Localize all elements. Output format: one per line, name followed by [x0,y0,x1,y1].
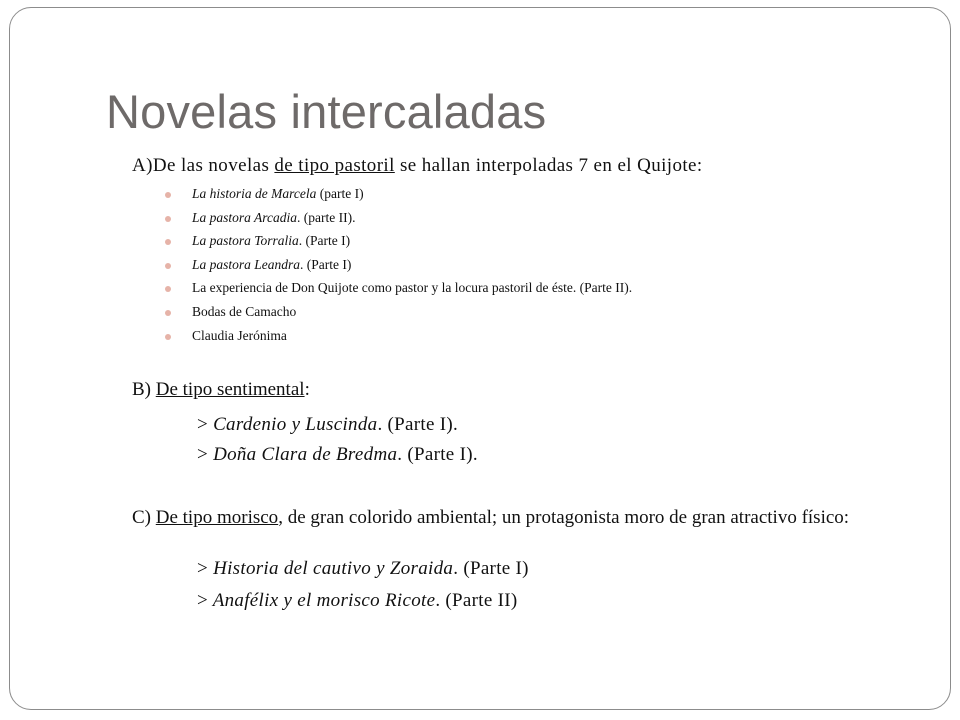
list-item [165,324,632,348]
section-b-suffix: : [304,379,310,400]
pastoral-novels-list [165,182,632,347]
section-b-prefix: B) [132,379,156,400]
bullet-icon [165,286,171,292]
list-item [165,182,632,206]
item-detail: . (Parte II) [435,590,518,611]
arrow-icon: > [197,414,209,435]
item-title: Historia del cautivo y Zoraida [208,558,454,579]
slide-title: Novelas intercaladas [106,85,547,138]
item-detail: . (Parte I) [300,256,352,272]
section-b-item [197,414,458,436]
section-b-item [197,444,478,466]
list-item [165,276,632,300]
section-b-underlined: De tipo sentimental [155,379,305,400]
item-detail: Claudia Jerónima [192,327,287,343]
list-item [165,206,632,230]
bullet-icon [165,334,171,340]
item-detail: . (Parte I). [397,444,478,465]
bullet-icon [165,239,171,245]
bullet-icon [165,310,171,316]
item-title: La pastora Torralia [192,233,299,249]
section-a-heading [132,155,703,177]
section-c-item [197,590,518,612]
section-c-heading [132,506,852,530]
bullet-icon [165,216,171,222]
list-item [165,253,632,277]
section-c-suffix: , de gran colorido ambiental; un protagonista moro de gran atractivo físico: [278,507,850,528]
section-a-suffix: se hallan interpoladas 7 en el Quijote: [394,155,703,176]
item-title: La pastora Arcadia [192,209,298,225]
section-c-prefix: C) [132,507,156,528]
arrow-icon: > [197,444,209,465]
section-a-underlined: de tipo pastoril [274,155,395,176]
item-detail: (parte I) [316,186,364,201]
section-b-heading [132,379,310,401]
arrow-icon: > [197,558,209,579]
bullet-icon [165,263,171,269]
list-item [165,300,632,324]
item-title: La historia de Marcela [192,186,317,201]
bullet-icon [165,192,171,198]
item-title: La pastora Leandra [192,256,301,272]
item-detail: La experiencia de Don Quijote como pastor y la locura pastoril de éste. (Parte II). [192,280,633,296]
section-c-item [197,558,529,580]
section-a-prefix: A)De las novelas [132,155,275,176]
item-title: Anafélix y el morisco Ricote [208,590,436,611]
item-title: Cardenio y Luscinda [208,414,378,435]
item-detail: . (Parte I) [298,233,351,249]
item-detail: . (parte II). [297,209,356,225]
section-c-underlined: De tipo morisco [155,507,279,528]
list-item [165,229,632,253]
item-detail: . (Parte I) [453,558,529,579]
item-title: Doña Clara de Bredma [208,444,398,465]
item-detail: Bodas de Camacho [192,303,297,319]
arrow-icon: > [197,590,209,611]
item-detail: . (Parte I). [377,414,459,435]
